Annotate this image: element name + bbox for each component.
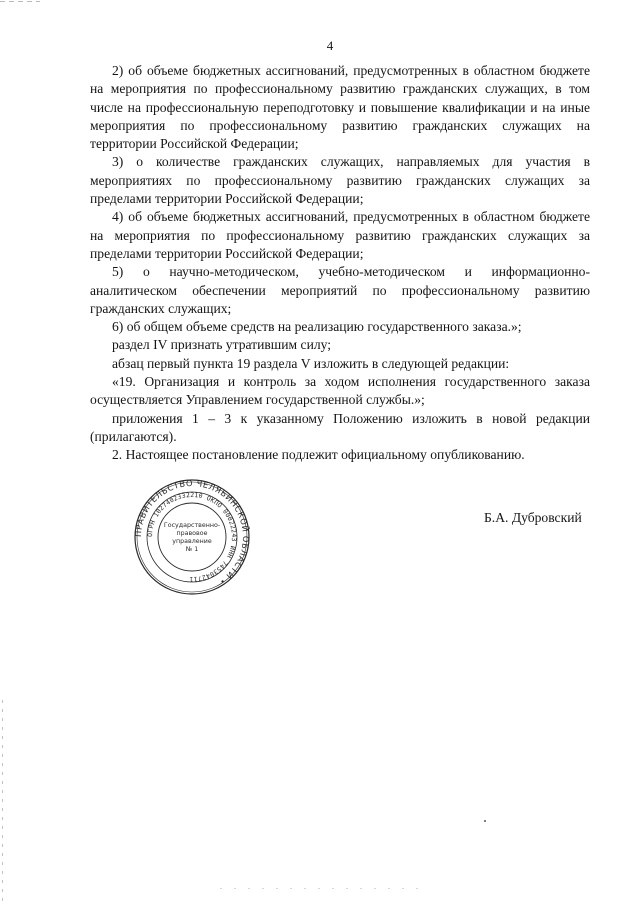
paragraph-clause-19-text: «19. Организация и контроль за ходом исполнения государственного заказа осуществляется Управлением государственной службы.»; <box>90 374 590 408</box>
paragraph-clause-19-intro: абзац первый пункта 19 раздела V изложить в следующей редакции: <box>112 355 510 371</box>
paragraph-budget-allocations-abroad: 4) об объеме бюджетных ассигнований, предусмотренных в областном бюджете на мероприятия по профессиональному развитию гражданских служащих за пределами территории Российской Федерации; <box>90 209 590 261</box>
seal-center-line: № 1 <box>185 546 199 553</box>
svg-text:ОГРН 1027402332210 ОКПО 000222: ОГРН 1027402332210 ОКПО 00022243 ИНН 7453042711 <box>145 490 239 584</box>
seal-center-line: управление <box>172 538 212 545</box>
scan-speck <box>484 820 486 822</box>
paragraph-methodological-support: 5) о научно-методическом, учебно-методическом и информационно-аналитическом обеспечении мероприятий по профессиональному развитию гражданских служащих; <box>90 264 590 316</box>
document-body <box>90 62 590 465</box>
scan-artifact-bottom <box>220 888 420 889</box>
seal-center-line: правовое <box>176 530 208 537</box>
paragraph-publication: 2. Настоящее постановление подлежит официальному опубликованию. <box>112 447 525 463</box>
scan-artifact-left-edge <box>2 700 3 905</box>
paragraph-total-funds: 6) об общем объеме средств на реализацию государственного заказа.»; <box>112 319 522 335</box>
official-seal <box>133 478 251 596</box>
page-number: 4 <box>326 38 334 53</box>
paragraph-appendices: приложения 1 – 3 к указанному Положению изложить в новой редакции (прилагаются). <box>90 410 590 444</box>
paragraph-number-of-servants-abroad: 3) о количестве гражданских служащих, направляемых для участия в мероприятиях по профессиональному развитию гражданских служащих за пределами территории Российской Федерации; <box>90 154 590 207</box>
svg-text:ПРАВИТЕЛЬСТВО ЧЕЛЯБИНСКОЙ ОБЛА: ПРАВИТЕЛЬСТВО ЧЕЛЯБИНСКОЙ ОБЛАСТИ • <box>133 478 251 588</box>
scan-artifact-top <box>0 1 40 2</box>
paragraph-budget-allocations-domestic: 2) об объеме бюджетных ассигнований, предусмотренных в областном бюджете на мероприятия по профессиональному развитию гражданских служащих, в том числе на профессиональную переподготовку и повышение квалификации и на иные мероприятия по профессиональному развитию гражданских служащих на территории Российской Федерации; <box>90 63 590 152</box>
seal-center-line: Государственно- <box>163 522 221 529</box>
paragraph-section-iv-repeal: раздел IV признать утратившим силу; <box>112 337 332 353</box>
signatory-name: Б.А. Дубровский <box>484 510 582 525</box>
